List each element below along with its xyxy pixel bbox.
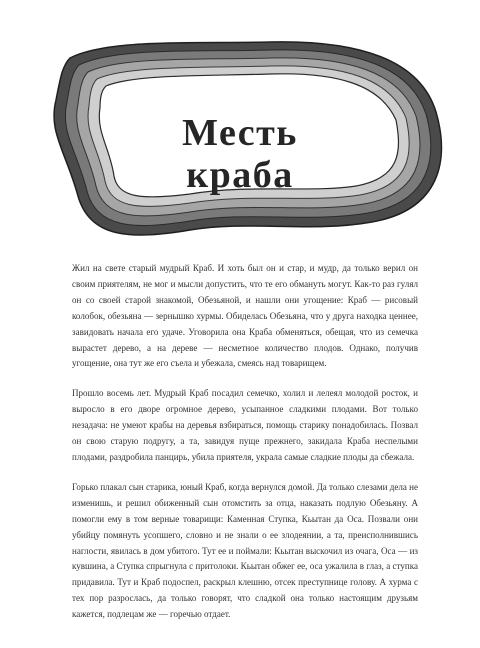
title-line-1: Месть: [182, 112, 298, 154]
story-title: [90, 112, 390, 196]
story-paragraph-2: Прошло восемь лет. Мудрый Краб посадил семечко, холил и лелеял молодой росток, и выросло в его дворе огромное дерево, усыпанное сладкими плодами. Вот только незадача: не умеют крабы на деревья взбираться, помощь старику понадобилась. Позвал он свою старую подругу, а та, завидуя пуще прежнего, закидала Краба неспелыми плодами, раздробила панцирь, убила приятеля, украла самые сладкие плоды да сбежала.: [72, 388, 418, 462]
story-paragraph-3: Горько плакал сын старика, юный Краб, когда вернулся домой. Да только слезами дела не изменишь, и решил обиженный сын отомстить за отца, наказать подлую Обезьяну. А помогли ему в том верные товарищи: Каменная Ступка, Кьытан да Оса. Позвали они убийцу помянуть усопшего, словно и не знали о ее злодеянии, а та, преисполнившись наглости, явилась в дом убитого. Тут ее и поймали: Кьытан выскочил из очага, Оса — из кувшина, а Ступка спрыгнула с притолоки. Кьытан обжег ее, оса ужалила в глаз, а ступка придавила. Тут и Краб подоспел, раскрыл клешню, отсек преступнице голову. А хурма с тех пор разрослась, да только говорят, что сладкой она только настоящим друзьям кажется, подлецам же — горечью отдает.: [72, 481, 418, 620]
story-body: [72, 261, 418, 637]
title-line-2: краба: [186, 154, 294, 196]
story-paragraph-1: Жил на свете старый мудрый Краб. И хоть был он и стар, и мудр, да только верил он своим приятелям, не мог и мысли допустить, что те его обмануть могут. Как-то раз гулял он со своей старой знакомой, Обезьяной, и нашли они угощение: Краб — рисовый колобок, обезьяна — зернышко хурмы. Обиделась Обезьяна, что у друга находка ценнее, завидовать начала его удаче. Уговорила она Краба обменяться, обещая, что из семечка вырастет дерево, а на дереве — несметное количество плодов. Однако, получив угощение, она тут же его съела и убежала, смеясь над товарищем.: [72, 263, 418, 369]
